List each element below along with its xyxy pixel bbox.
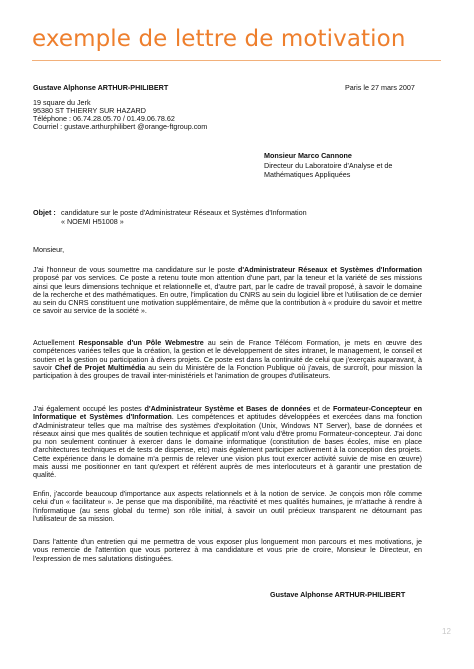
page-title: exemple de lettre de motivation xyxy=(32,26,406,52)
object-label: Objet : xyxy=(33,208,56,217)
text-run: Dans l'attente d'un entretien qui me permettra de vous exposer plus longuement mon parcours et mes motivations, je vous remercie de l'attention que vous porterez à ma candidature et vous prie de croire, Monsieur le Directeur, en l'expression de mes salutations distinguées. xyxy=(33,537,422,563)
sender-email: Courriel : gustave.arthurphilibert @orange-ftgroup.com xyxy=(33,122,208,131)
sender-address-line1: 19 square du Jerk xyxy=(33,98,91,107)
sender-name: Gustave Alphonse ARTHUR-PHILIBERT xyxy=(33,83,169,92)
text-run: J'ai également occupé les postes xyxy=(33,404,145,413)
bold-run: Responsable d'un Pôle Webmestre xyxy=(78,338,204,347)
object-line1: candidature sur le poste d'Administrateur Réseaux et Systèmes d'Information xyxy=(61,208,307,217)
recipient-line2: Mathématiques Appliquées xyxy=(264,170,351,179)
signature: Gustave Alphonse ARTHUR-PHILIBERT xyxy=(270,590,406,599)
bold-run: Chef de Projet Multimédia xyxy=(54,362,146,372)
sender-phone: Téléphone : 06.74.28.05.70 / 01.49.06.78.62 xyxy=(33,114,175,123)
text-run: Enfin, j'accorde beaucoup d'importance aux aspects relationnels et à la notion de service. Je conçois mon rôle comme celui d'un « facilitateur ». Je pense que ma disponibilité, ma réactivité et mes qualités humaines, je m'attache à rendre à l'informatique (au sens global du terme) son rôle initial, à savoir un outil précieux transparent ne détournant pas l'utilisateur de sa mission. xyxy=(33,489,422,523)
place-date: Paris le 27 mars 2007 xyxy=(345,83,415,92)
page-number: 12 xyxy=(442,627,451,636)
bold-run: Formateur-Concepteur en Informatique et Systèmes d'Information xyxy=(33,404,422,422)
object-line2: « NOEMI H51008 » xyxy=(61,217,124,226)
text-run: au sein de France Télécom Formation, je mets en œuvre des compétences variées telles que la création, la gestion et le développement de sites intranet, le management, le conseil et soutien et la gestion ou participation à divers projets. Ce poste est dans la continuité de celui que j'exerçais auparavant, à savoir xyxy=(33,338,422,372)
letter-paragraph xyxy=(33,405,422,480)
letter-paragraph xyxy=(33,538,422,563)
recipient-line1: Directeur du Laboratoire d'Analyse et de xyxy=(264,161,393,170)
text-run: Actuellement xyxy=(33,338,79,347)
text-run: et de xyxy=(310,404,333,413)
letter-paragraph xyxy=(33,490,422,523)
letter-paragraph xyxy=(33,339,422,380)
text-run: proposé par vos services. Ce poste a retenu toute mon attention d'une part, par la teneur et la variété de ses missions ainsi que leurs dimensions technique et relationnelle et, d'autre part, par le cadre de travail proposé, à savoir le domaine de la recherche et des mathématiques. En outre, l'implication du CNRS au sein du logiciel libre et l'utilisation de ce dernier au sein du CNRS constituent une motivation supplémentaire, de même que la contribution à « produire du savoir et mettre ce savoir au service de la société ». xyxy=(33,273,422,316)
text-run: . Les compétences et aptitudes développées et exercées dans ma fonction d'Administrateur telles que ma maîtrise des systèmes d'exploitation (Unix, Windows NT Server), base de données et réseaux ainsi que mes qualités de soutien technique et applicatif m'ont valu d'être promu Formateur-concepteur. J'ai donc pu non seulement continuer à exercer dans le domaine informatique (constitution de bases écoles, mise en place d'architectures techniques et de tests de dispense, etc) mais également participer activement à la conception des projets. Cette expérience dans le domaine m'a permis de relever une vision plus tout exercer activité suivie de mise en œuvre) mais aussi me positionner en tant qu'expert et référent auprès de mes interlocuteurs et à garantir une prestation de qualité. xyxy=(33,412,422,480)
bold-run: d'Administrateur Système et Bases de données xyxy=(144,404,311,413)
bold-run: d'Administrateur Réseaux et Systèmes d'Information xyxy=(237,265,422,274)
salutation: Monsieur, xyxy=(33,245,65,254)
sender-address-line2: 95380 ST THIERRY SUR HAZARD xyxy=(33,106,146,115)
letter-paragraph xyxy=(33,266,422,316)
recipient-name: Monsieur Marco Cannone xyxy=(264,151,352,160)
title-divider xyxy=(32,60,441,61)
text-run: au sein du Ministère de la Fonction Publique où j'avais, de surcroît, pour mission la participation à des groupes de travail inter-ministériels et l'animation de groupes d'utilisateurs. xyxy=(33,362,422,381)
text-run: J'ai l'honneur de vous soumettre ma candidature sur le poste xyxy=(33,265,238,274)
